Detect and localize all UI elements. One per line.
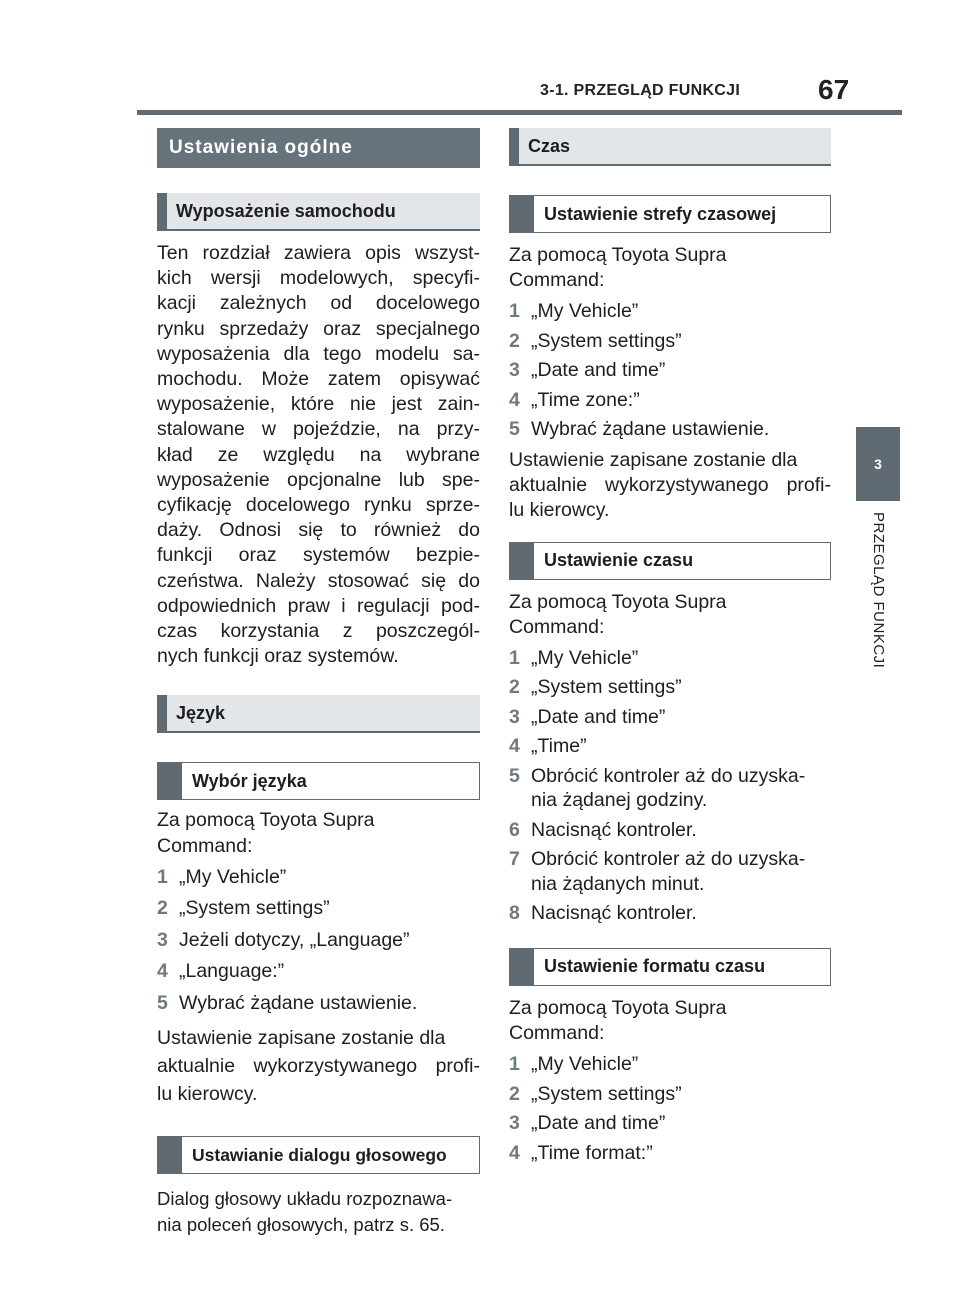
language-intro xyxy=(157,808,480,858)
topic-heading-text: Ustawienie czasu xyxy=(544,550,694,571)
section-heading-general-settings: Ustawienia ogólne xyxy=(157,128,480,168)
step-text: „Date and time” xyxy=(531,1112,666,1135)
step-number: 3 xyxy=(509,1112,520,1135)
topic-marker xyxy=(158,1137,182,1173)
topic-marker xyxy=(510,949,534,985)
intro-line: Command: xyxy=(509,615,605,638)
step-number: 4 xyxy=(509,1141,520,1164)
intro-line: Za pomocą Toyota Supra xyxy=(157,809,375,832)
intro-line: Za pomocą Toyota Supra xyxy=(509,996,727,1019)
header-rule xyxy=(137,110,902,115)
step-item xyxy=(509,847,831,896)
step-number: 5 xyxy=(509,418,520,441)
equipment-paragraph xyxy=(157,241,480,669)
topic-marker xyxy=(510,196,534,232)
step-number: 1 xyxy=(509,300,520,323)
step-text: Nacisnąć kontroler. xyxy=(531,902,697,925)
note-line: Ustawienie zapisane zostanie dla xyxy=(509,448,798,471)
step-number: 3 xyxy=(509,705,520,728)
step-text: Wybrać żądane ustawienie. xyxy=(179,991,418,1014)
paragraph-line: wyposażenie opcjonalne lub spe- xyxy=(157,468,480,491)
step-item xyxy=(157,865,480,890)
step-item xyxy=(509,1052,831,1077)
topic-heading-text: Ustawienie strefy czasowej xyxy=(544,203,777,224)
step-text: „My Vehicle” xyxy=(531,300,639,323)
paragraph-line: stalowane w pojeździe, na przy- xyxy=(157,418,480,441)
chapter-title: 3-1. PRZEGLĄD FUNKCJI xyxy=(540,82,741,99)
step-number: 6 xyxy=(509,818,520,841)
note-line: aktualnie wykorzystywanego profi- xyxy=(157,1055,480,1078)
category-heading-equipment: Wyposażenie samochodu xyxy=(157,193,480,231)
chapter-tab[interactable]: 3 xyxy=(856,427,900,501)
paragraph-line: czas korzystania z poszczegól- xyxy=(157,620,480,643)
step-item xyxy=(157,896,480,921)
topic-marker xyxy=(510,543,534,579)
step-number: 4 xyxy=(509,388,520,411)
paragraph-line: rynku sprzedaży oraz specjalnego xyxy=(157,317,480,340)
time-steps xyxy=(509,646,831,926)
timezone-note xyxy=(509,448,831,524)
step-text: Nacisnąć kontroler. xyxy=(531,818,697,841)
left-column xyxy=(157,128,480,1237)
step-item xyxy=(509,901,831,926)
chapter-tab-label: PRZEGLĄD FUNKCJI xyxy=(870,512,887,669)
paragraph-line: nych funkcji oraz systemów. xyxy=(157,645,399,668)
voice-paragraph xyxy=(157,1186,480,1236)
step-item xyxy=(509,675,831,700)
step-text-line: Obrócić kontroler aż do uzyska- xyxy=(531,764,806,787)
step-item xyxy=(509,358,831,383)
timezone-steps xyxy=(509,299,831,442)
topic-heading-text: Wybór języka xyxy=(192,770,307,791)
timezone-intro xyxy=(509,243,831,293)
step-text: Wybrać żądane ustawienie. xyxy=(531,418,770,441)
step-item xyxy=(509,764,831,813)
category-heading-time: Czas xyxy=(509,128,831,166)
step-number: 3 xyxy=(509,359,520,382)
language-note xyxy=(157,1024,480,1108)
step-text: „System settings” xyxy=(531,676,682,699)
paragraph-line: kich wersji modelowych, specyfi- xyxy=(157,267,480,290)
paragraph-line: Ten rozdział zawiera opis wszyst- xyxy=(157,242,480,264)
step-number: 2 xyxy=(509,329,520,352)
step-text: „My Vehicle” xyxy=(531,646,639,669)
category-heading-language: Język xyxy=(157,695,480,733)
step-number: 1 xyxy=(157,865,168,888)
step-text: „Time format:” xyxy=(531,1141,653,1164)
intro-line: Za pomocą Toyota Supra xyxy=(509,590,727,613)
step-number: 2 xyxy=(509,1082,520,1105)
note-line: aktualnie wykorzystywanego profi- xyxy=(509,474,831,497)
step-item xyxy=(509,705,831,730)
step-item xyxy=(157,991,480,1016)
time-intro xyxy=(509,590,831,640)
step-text: „Date and time” xyxy=(531,705,666,728)
format-steps xyxy=(509,1052,831,1165)
intro-line: Command: xyxy=(509,1022,605,1045)
step-text: „My Vehicle” xyxy=(531,1053,639,1076)
right-column xyxy=(509,128,831,1165)
step-item xyxy=(509,734,831,759)
intro-line: Command: xyxy=(157,834,253,857)
note-line: Ustawienie zapisane zostanie dla xyxy=(157,1027,446,1050)
step-text-line: Obrócić kontroler aż do uzyska- xyxy=(531,848,806,871)
step-text: „Date and time” xyxy=(531,359,666,382)
step-text-line: nia żądanych minut. xyxy=(531,872,705,895)
step-number: 7 xyxy=(509,848,520,871)
paragraph-line: czeństwa. Należy stosować się do xyxy=(157,569,480,592)
step-number: 5 xyxy=(157,991,168,1014)
step-item xyxy=(509,1141,831,1166)
step-number: 8 xyxy=(509,902,520,925)
paragraph-line: odpowiednich praw i regulacji pod- xyxy=(157,594,480,617)
paragraph-line: Dialog głosowy układu rozpoznawa- xyxy=(157,1188,453,1210)
paragraph-line: wyposażenia dla tego modelu sa- xyxy=(157,342,480,365)
note-line: lu kierowcy. xyxy=(157,1083,258,1106)
step-text xyxy=(531,847,831,896)
paragraph-line: nia poleceń głosowych, patrz s. 65. xyxy=(157,1213,445,1235)
step-item xyxy=(509,417,831,442)
paragraph-line: funkcji oraz systemów bezpie- xyxy=(157,544,480,567)
step-number: 2 xyxy=(509,676,520,699)
note-line: lu kierowcy. xyxy=(509,499,610,522)
step-number: 1 xyxy=(509,1053,520,1076)
step-number: 4 xyxy=(157,960,168,983)
step-item xyxy=(509,1082,831,1107)
topic-heading-timezone xyxy=(509,195,831,233)
step-text-line: nia żądanej godziny. xyxy=(531,789,708,812)
step-number: 4 xyxy=(509,735,520,758)
step-item xyxy=(509,1111,831,1136)
step-text: „System settings” xyxy=(531,329,682,352)
step-text: „Time zone:” xyxy=(531,388,640,411)
format-intro xyxy=(509,996,831,1046)
paragraph-line: kład ze względu na wybrane xyxy=(157,443,480,466)
paragraph-line: daży. Odnosi się to również do xyxy=(157,519,480,542)
intro-line: Za pomocą Toyota Supra xyxy=(509,244,727,266)
topic-marker xyxy=(158,763,182,799)
step-text: „Time” xyxy=(531,735,587,758)
paragraph-line: kacji zależnych od docelowego xyxy=(157,292,480,315)
step-text: „System settings” xyxy=(179,897,330,920)
paragraph-line: mochodu. Może zatem opisywać xyxy=(157,368,480,391)
step-item xyxy=(157,928,480,953)
step-number: 5 xyxy=(509,764,520,787)
paragraph-line: wyposażenie, które nie jest zain- xyxy=(157,393,480,416)
step-item xyxy=(509,299,831,324)
step-number: 3 xyxy=(157,928,168,951)
step-text xyxy=(531,764,831,813)
paragraph-line: cyfikację docelowego rynku sprze- xyxy=(157,494,480,517)
step-item xyxy=(509,646,831,671)
topic-heading-text: Ustawienie formatu czasu xyxy=(544,956,766,977)
step-text: „Language:” xyxy=(179,960,285,983)
step-item xyxy=(509,818,831,843)
language-steps xyxy=(157,865,480,1016)
step-number: 1 xyxy=(509,646,520,669)
step-text: „My Vehicle” xyxy=(179,865,287,888)
step-text: Jeżeli dotyczy, „Language” xyxy=(179,928,410,951)
topic-heading-voice-dialog xyxy=(157,1136,480,1174)
topic-heading-text: Ustawianie dialogu głosowego xyxy=(192,1144,447,1165)
intro-line: Command: xyxy=(509,269,605,292)
step-item xyxy=(509,329,831,354)
step-text: „System settings” xyxy=(531,1082,682,1105)
topic-heading-set-time xyxy=(509,542,831,580)
topic-heading-time-format xyxy=(509,948,831,986)
step-item xyxy=(509,388,831,413)
page-number: 67 xyxy=(818,74,850,105)
topic-heading-language-selection xyxy=(157,762,480,800)
step-item xyxy=(157,959,480,984)
step-number: 2 xyxy=(157,897,168,920)
